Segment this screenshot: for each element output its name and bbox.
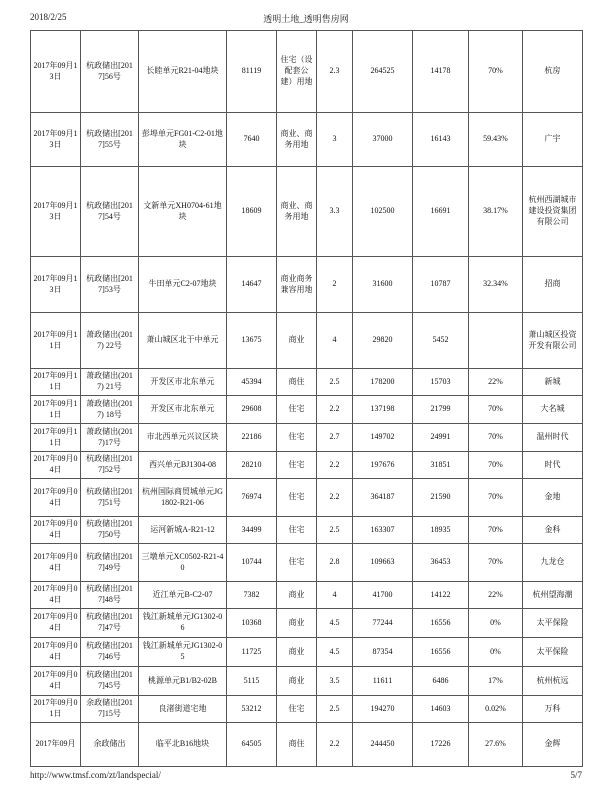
cell-unit_price: 15703 (413, 369, 469, 396)
cell-winner: 杭州西湖城市建设投资集团有限公司 (523, 167, 583, 257)
cell-unit_price: 31851 (413, 452, 469, 479)
cell-premium: 70% (469, 517, 523, 544)
table-row (31, 638, 583, 667)
cell-total_price: 102500 (353, 167, 413, 257)
cell-winner: 温州时代 (523, 424, 583, 452)
cell-doc_no: 杭政储出[2017]49号 (81, 544, 139, 582)
table-row (31, 257, 583, 313)
cell-doc_no: 杭政储出[2017]50号 (81, 517, 139, 544)
cell-premium: 32.34% (469, 257, 523, 313)
cell-area: 64505 (227, 723, 277, 767)
cell-winner: 太平保险 (523, 638, 583, 667)
table-body (31, 31, 583, 767)
cell-winner: 招商 (523, 257, 583, 313)
cell-use: 商住 (277, 723, 317, 767)
cell-ratio: 4.5 (317, 638, 353, 667)
cell-unit_price: 14122 (413, 582, 469, 609)
cell-unit_price: 16556 (413, 638, 469, 667)
cell-date: 2017年09月04日 (31, 609, 81, 638)
cell-total_price: 163307 (353, 517, 413, 544)
cell-date: 2017年09月04日 (31, 544, 81, 582)
source-url: http://www.tmsf.com/zt/landspecial/ (30, 770, 161, 780)
cell-premium: 70% (469, 31, 523, 113)
cell-unit_price: 16143 (413, 113, 469, 167)
cell-date: 2017年09月 (31, 723, 81, 767)
table-row (31, 479, 583, 517)
cell-ratio: 4.5 (317, 609, 353, 638)
cell-doc_no: 余政储出 (81, 723, 139, 767)
cell-winner: 杭州望海潮 (523, 582, 583, 609)
print-footer (30, 770, 582, 782)
print-date: 2018/2/25 (30, 12, 67, 22)
cell-premium: 22% (469, 369, 523, 396)
table-row (31, 396, 583, 424)
cell-ratio: 2.2 (317, 452, 353, 479)
cell-premium: 0% (469, 609, 523, 638)
cell-doc_no: 杭政储出[2017]55号 (81, 113, 139, 167)
cell-total_price: 244450 (353, 723, 413, 767)
cell-area: 5115 (227, 667, 277, 696)
cell-area: 7382 (227, 582, 277, 609)
table-row (31, 609, 583, 638)
cell-date: 2017年09月04日 (31, 638, 81, 667)
cell-doc_no: 萧政储出(2017) 22号 (81, 313, 139, 369)
cell-parcel: 良渚街道宅地 (139, 696, 227, 723)
cell-doc_no: 杭政储出[2017]53号 (81, 257, 139, 313)
cell-unit_price: 24991 (413, 424, 469, 452)
cell-ratio: 2.3 (317, 31, 353, 113)
cell-total_price: 109663 (353, 544, 413, 582)
cell-date: 2017年09月04日 (31, 667, 81, 696)
cell-unit_price: 16691 (413, 167, 469, 257)
cell-ratio: 3 (317, 113, 353, 167)
cell-ratio: 2 (317, 257, 353, 313)
cell-date: 2017年09月11日 (31, 424, 81, 452)
table-row (31, 113, 583, 167)
cell-parcel: 开发区市北东单元 (139, 369, 227, 396)
cell-total_price: 87354 (353, 638, 413, 667)
cell-ratio: 2.5 (317, 517, 353, 544)
cell-doc_no: 杭政储出[2017]46号 (81, 638, 139, 667)
cell-ratio: 2.2 (317, 396, 353, 424)
cell-use: 住宅 (277, 517, 317, 544)
cell-area: 14647 (227, 257, 277, 313)
cell-parcel: 临平北B16地块 (139, 723, 227, 767)
cell-doc_no: 杭政储出[2017]54号 (81, 167, 139, 257)
cell-total_price: 197676 (353, 452, 413, 479)
cell-date: 2017年09月04日 (31, 582, 81, 609)
cell-doc_no: 杭政储出[2017]56号 (81, 31, 139, 113)
cell-use: 商业 (277, 667, 317, 696)
page-number: 5/7 (570, 770, 582, 780)
cell-ratio: 2.5 (317, 696, 353, 723)
cell-winner: 杭州杭远 (523, 667, 583, 696)
cell-date: 2017年09月04日 (31, 479, 81, 517)
cell-use: 住宅（设配套公建）用地 (277, 31, 317, 113)
cell-area: 81119 (227, 31, 277, 113)
table-row (31, 31, 583, 113)
cell-premium (469, 313, 523, 369)
cell-parcel: 钱江新城单元JG1302-06 (139, 609, 227, 638)
cell-unit_price: 10787 (413, 257, 469, 313)
cell-area: 76974 (227, 479, 277, 517)
cell-premium: 70% (469, 396, 523, 424)
cell-doc_no: 杭政储出[2017]45号 (81, 667, 139, 696)
cell-unit_price: 6486 (413, 667, 469, 696)
cell-ratio: 3.3 (317, 167, 353, 257)
cell-doc_no: 杭政储出[2017]47号 (81, 609, 139, 638)
cell-parcel: 长睦单元R21-04地块 (139, 31, 227, 113)
cell-total_price: 31600 (353, 257, 413, 313)
cell-total_price: 149702 (353, 424, 413, 452)
cell-premium: 17% (469, 667, 523, 696)
cell-total_price: 194270 (353, 696, 413, 723)
cell-winner: 金科 (523, 517, 583, 544)
cell-premium: 70% (469, 452, 523, 479)
cell-winner: 萧山城区投资开发有限公司 (523, 313, 583, 369)
cell-ratio: 2.8 (317, 544, 353, 582)
cell-winner: 金辉 (523, 723, 583, 767)
cell-doc_no: 杭政储出[2017]52号 (81, 452, 139, 479)
cell-ratio: 2.7 (317, 424, 353, 452)
cell-premium: 0% (469, 638, 523, 667)
cell-use: 商住 (277, 369, 317, 396)
cell-date: 2017年09月11日 (31, 396, 81, 424)
cell-doc_no: 余政储出[2017]15号 (81, 696, 139, 723)
cell-total_price: 37000 (353, 113, 413, 167)
cell-doc_no: 萧政储出(2017) 21号 (81, 369, 139, 396)
cell-total_price: 264525 (353, 31, 413, 113)
cell-premium: 59.43% (469, 113, 523, 167)
cell-doc_no: 杭政储出[2017]51号 (81, 479, 139, 517)
cell-winner: 九龙仓 (523, 544, 583, 582)
cell-use: 住宅 (277, 424, 317, 452)
cell-total_price: 178200 (353, 369, 413, 396)
cell-parcel: 西兴单元BJ1304-08 (139, 452, 227, 479)
cell-total_price: 41700 (353, 582, 413, 609)
cell-date: 2017年09月01日 (31, 696, 81, 723)
cell-use: 商业 (277, 609, 317, 638)
cell-unit_price: 21799 (413, 396, 469, 424)
cell-date: 2017年09月13日 (31, 113, 81, 167)
cell-doc_no: 萧政储出(2017) 18号 (81, 396, 139, 424)
cell-premium: 27.6% (469, 723, 523, 767)
cell-winner: 万科 (523, 696, 583, 723)
cell-doc_no: 萧政储出(2017)17号 (81, 424, 139, 452)
cell-winner: 太平保险 (523, 609, 583, 638)
cell-use: 商业、商务用地 (277, 113, 317, 167)
cell-unit_price: 17226 (413, 723, 469, 767)
cell-parcel: 牛田单元C2-07地块 (139, 257, 227, 313)
cell-total_price: 29820 (353, 313, 413, 369)
cell-premium: 38.17% (469, 167, 523, 257)
cell-area: 34499 (227, 517, 277, 544)
cell-date: 2017年09月13日 (31, 31, 81, 113)
cell-area: 7640 (227, 113, 277, 167)
cell-area: 10744 (227, 544, 277, 582)
table-row (31, 517, 583, 544)
table-row (31, 424, 583, 452)
table-row (31, 313, 583, 369)
cell-parcel: 萧山城区北干中单元 (139, 313, 227, 369)
cell-parcel: 杭州国际商贸城单元JG1802-R21-06 (139, 479, 227, 517)
cell-parcel: 彭埠单元FG01-C2-01地块 (139, 113, 227, 167)
cell-winner: 广宇 (523, 113, 583, 167)
table-row (31, 167, 583, 257)
cell-parcel: 市北西单元兴议区块 (139, 424, 227, 452)
cell-date: 2017年09月11日 (31, 313, 81, 369)
cell-premium: 70% (469, 479, 523, 517)
cell-parcel: 近江单元B-C2-07 (139, 582, 227, 609)
cell-doc_no: 杭政储出[2017]48号 (81, 582, 139, 609)
table-row (31, 696, 583, 723)
cell-ratio: 4 (317, 582, 353, 609)
table-row (31, 582, 583, 609)
cell-date: 2017年09月11日 (31, 369, 81, 396)
cell-winner: 杭房 (523, 31, 583, 113)
cell-parcel: 钱江新城单元JG1302-05 (139, 638, 227, 667)
cell-use: 商业、商务用地 (277, 167, 317, 257)
cell-use: 住宅 (277, 479, 317, 517)
cell-total_price: 11611 (353, 667, 413, 696)
cell-area: 28210 (227, 452, 277, 479)
cell-date: 2017年09月13日 (31, 257, 81, 313)
cell-unit_price: 18935 (413, 517, 469, 544)
cell-use: 商业 (277, 313, 317, 369)
cell-use: 住宅 (277, 696, 317, 723)
cell-area: 18609 (227, 167, 277, 257)
cell-use: 商业 (277, 582, 317, 609)
cell-date: 2017年09月04日 (31, 517, 81, 544)
cell-ratio: 4 (317, 313, 353, 369)
cell-premium: 70% (469, 424, 523, 452)
cell-premium: 22% (469, 582, 523, 609)
cell-use: 住宅 (277, 544, 317, 582)
cell-ratio: 2.2 (317, 479, 353, 517)
cell-area: 53212 (227, 696, 277, 723)
cell-winner: 时代 (523, 452, 583, 479)
cell-area: 45394 (227, 369, 277, 396)
cell-date: 2017年09月13日 (31, 167, 81, 257)
cell-winner: 新城 (523, 369, 583, 396)
cell-use: 住宅 (277, 396, 317, 424)
cell-use: 商业商务兼容用地 (277, 257, 317, 313)
table-row (31, 723, 583, 767)
cell-area: 22186 (227, 424, 277, 452)
cell-unit_price: 16556 (413, 609, 469, 638)
cell-ratio: 2.5 (317, 369, 353, 396)
cell-area: 29608 (227, 396, 277, 424)
land-sales-table (30, 30, 583, 767)
cell-premium: 70% (469, 544, 523, 582)
cell-total_price: 77244 (353, 609, 413, 638)
cell-unit_price: 36453 (413, 544, 469, 582)
cell-total_price: 137198 (353, 396, 413, 424)
cell-parcel: 运河新城A-R21-12 (139, 517, 227, 544)
cell-parcel: 桃源单元B1/B2-02B (139, 667, 227, 696)
cell-use: 住宅 (277, 452, 317, 479)
table-row (31, 667, 583, 696)
cell-parcel: 三墩单元XC0502-R21-40 (139, 544, 227, 582)
cell-area: 11725 (227, 638, 277, 667)
cell-parcel: 开发区市北东单元 (139, 396, 227, 424)
cell-unit_price: 14603 (413, 696, 469, 723)
cell-unit_price: 5452 (413, 313, 469, 369)
cell-total_price: 364187 (353, 479, 413, 517)
table-row (31, 452, 583, 479)
table-row (31, 369, 583, 396)
cell-winner: 金地 (523, 479, 583, 517)
cell-winner: 大名城 (523, 396, 583, 424)
print-header (30, 12, 582, 24)
cell-unit_price: 21590 (413, 479, 469, 517)
cell-ratio: 3.5 (317, 667, 353, 696)
table-row (31, 544, 583, 582)
cell-use: 商业 (277, 638, 317, 667)
cell-area: 10368 (227, 609, 277, 638)
cell-parcel: 文新单元XH0704-61地块 (139, 167, 227, 257)
cell-ratio: 2.2 (317, 723, 353, 767)
cell-date: 2017年09月04日 (31, 452, 81, 479)
cell-premium: 0.02% (469, 696, 523, 723)
page-title: 透明土地_透明售房网 (263, 14, 349, 24)
cell-area: 13675 (227, 313, 277, 369)
cell-unit_price: 14178 (413, 31, 469, 113)
